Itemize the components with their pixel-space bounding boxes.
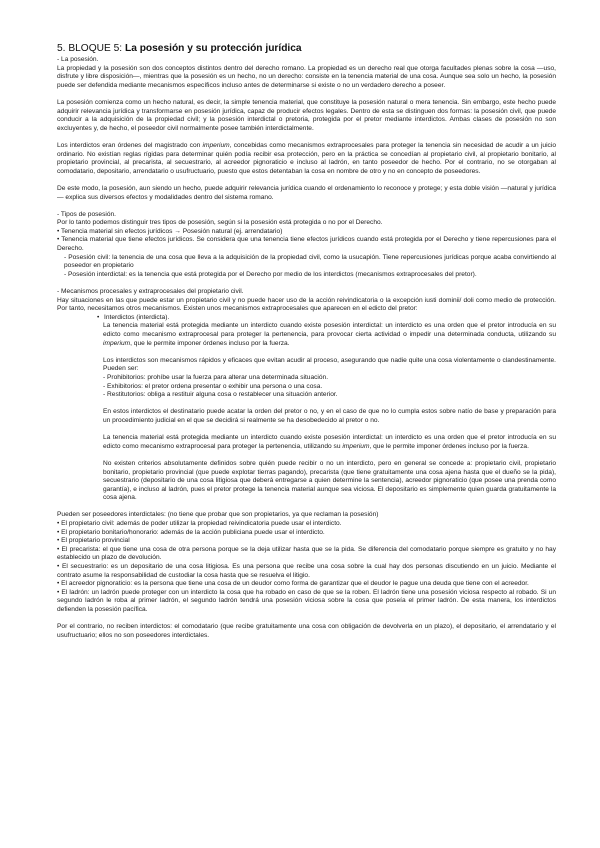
paragraph: Por el contrario, no reciben interdictos: el comodatario (que recibe gratuitamente una cosa con obligación de devolverla en un plazo), el depositario, el arrendatario y el usufructuario; ellos no son poseedores interdictales. (57, 623, 556, 639)
list-item: • El acreedor pignoraticio: es la persona que tiene una cosa de un deudor como forma de garantizar que el deudor le pague una deuda que tiene con el acreedor. (57, 580, 529, 588)
sub-list-item: - Posesión civil: la tenencia de una cosa que lleva a la adquisición de la propiedad civil, como la usucapión. Tiene repercusiones jurídicas porque acaba convirtiendo al poseedor en propietario (64, 253, 556, 270)
title-prefix: 5. BLOQUE 5: (57, 43, 123, 54)
sub-list-item: - Posesión interdictal: es la tenencia que está protegida por el Derecho por medio de los interdictos (mecanismos extraprocesales del pretor). (64, 270, 477, 278)
bullet-text: Interdictos (interdicta). (104, 313, 170, 321)
bullet-icon: • (97, 313, 100, 321)
paragraph: Por lo tanto podemos distinguir tres tipos de posesión, según si la posesión está protegida o no por el Derecho. (57, 219, 383, 227)
list-item: • El precarista: el que tiene una cosa de otra persona porque se la deja utilizar hasta que se la pida. Se diferencia del comodatario porque siempre es gratuito y no hay establecido un plazo de devolución. (57, 545, 556, 562)
paragraph (57, 322, 556, 348)
text-run: , que le permite imponer órdenes incluso por la fuerza. (130, 339, 290, 347)
section-heading-mecanismos: - Mecanismos procesales y extraprocesales del propietario civil. (57, 288, 244, 296)
list-item: • El propietario provincial (57, 537, 130, 545)
text-run: Los interdictos eran órdenes del magistrado con (57, 141, 203, 149)
title-main: La posesión y su protección jurídica (124, 43, 302, 54)
paragraph: Hay situaciones en las que puede estar un propietario civil y no puede hacer uso de la acción reivindicatoria o la excepción iusti dominii/ doli como medio de protección. Por tanto, necesitamos otros mecanismos. Existen unos mecanismos extraprocesales que aparecen en el edicto del pretor: (57, 296, 556, 313)
list-item: • Tenencia material que tiene efectos jurídicos. Se considera que una tenencia tiene efectos jurídicos cuando está protegida por el Derecho y tiene repercusiones para el Derecho. (57, 236, 556, 253)
list-item: - Restitutorios: obliga a restituir alguna cosa o restablecer una situación anterior. (103, 391, 338, 399)
page-title (57, 42, 556, 55)
paragraph: Los interdictos son mecanismos rápidos y eficaces que evitan acudir al proceso, asegurando que nadie quite una cosa violentamente o clandestinamente. Pueden ser: (103, 356, 556, 373)
list-item: • Tenencia material sin efectos jurídicos → Posesión natural (ej. arrendatario) (57, 227, 283, 235)
text-run: La tenencia material está protegida mediante un interdicto cuando existe posesión interdictal: un interdicto es una orden que el pretor introducía en su edicto como mecanismo extraprocesal para proteger la pertenencia, utilizando su (103, 434, 556, 450)
text-run: La tenencia material está protegida mediante un interdicto cuando existe posesión interdictal: un interdicto es una orden que el pretor introducía en su edicto como mecanismo extraprocesal para proteger la pertenencia, para provocar cierta actividad o impedir una determinada conducta, utilizando su (103, 322, 556, 338)
emphasis-text: imperium (342, 442, 370, 450)
list-item: - Prohibitorios: prohíbe usar la fuerza para alterar una determinada situación. (103, 373, 329, 381)
emphasis-text: imperium (103, 339, 131, 347)
list-item: • El ladrón: un ladrón puede proteger con un interdicto la cosa que ha robado en caso de que se la roben. El ladrón tiene una posesión viciosa respecto al robado. Si un segundo ladrón le roba al primer ladrón, el segundo ladrón tendrá una posesión viciosa sobre la cosa que poseía el primer ladrón. De esta manera, los interdictos defienden la posesión pacífica. (57, 588, 556, 613)
text-run: , que le permite imponer órdenes incluso por la fuerza. (369, 442, 529, 450)
paragraph: La posesión comienza como un hecho natural, es decir, la simple tenencia material, que constituye la posesión natural o mera tenencia. Sin embargo, este hecho puede adquirir relevancia jurídica y transformarse en posesión jurídica, capaz de producir efectos legales. Dentro de esta se distinguen dos formas: la posesión civil, que puede conducir a la adquisición de la propiedad civil; y la posesión interdictal o pretoria, protegida por el pretor mediante interdictos. Ambas clases de posesión no son excluyentes y, de hecho, el poseedor civil normalmente posee también interdictalmente. (57, 98, 556, 132)
emphasis-text: imperium (202, 141, 230, 149)
paragraph: En estos interdictos el destinatario puede acatar la orden del pretor o no, y en el caso de que no lo cumpla estos sobre natío de base y preparación para un procedimiento judicial en el que se decidirá si realmente se ha desobedecido al pretor o no. (103, 408, 556, 424)
section-heading-posesion: - La posesión. (57, 56, 99, 63)
paragraph: La propiedad y la posesión son dos conceptos distintos dentro del derecho romano. La propiedad es un derecho real que otorga facultades plenas sobre la cosa —uso, disfrute y libre disposición—, mientras que la posesión es un hecho, no un derecho: consiste en la tenencia material de una cosa. Aunque sea solo un hecho, la posesión puede ser defendida mediante mecanismos específicos incluso antes de determinarse si existe o no un verdadero derecho a poseer. (57, 64, 556, 89)
paragraph: No existen criterios absolutamente definidos sobre quién puede recibir o no un interdicto, pero en general se concede a: propietario civil, propietario bonitario, propietario provincial (que puede explotar tierras pagando), precarista (que tiene gratuitamente una cosa ajena hasta que el dueño se la pida), secuestrario (depositario de una cosa litigiosa que deberá entregarse a quien determine la sentencia), acreedor pignoraticio (que posee una prenda como garantía), e incluso al ladrón, pues el pretor protege la tenencia material aunque sea viciosa. El depositario es simplemente quien guarda gratuitamente la cosa ajena. (103, 459, 556, 502)
paragraph: Pueden ser poseedores interdictales: (no tiene que probar que son propietarios, ya que reclaman la posesión) (57, 511, 379, 519)
section-heading-tipos: - Tipos de posesión. (57, 210, 117, 218)
text-run: , concebidas como mecanismos extraprocesales para proteger la tenencia sin necesidad de acudir a un juicio ordinario. No existían reglas rígidas para determinar quién podía recibir esa protección, pero en la práctica se concedían al propietario civil, al propietario bonitario, al propietario provincial, al precarista, al secuestrario, al acreedor pignoraticio e incluso al ladrón, en tanto poseedor de hecho. Por el contrario, no se otorgaban al comodatario, depositario, arrendatario o usufructuario, puesto que estos detentaban la cosa en nombre de otro y no en concepto de poseedores. (57, 141, 556, 175)
paragraph: De este modo, la posesión, aun siendo un hecho, puede adquirir relevancia jurídica cuando el ordenamiento lo reconoce y protege; y esta doble visión —natural y jurídica— explica sus diversos efectos y modalidades dentro del sistema romano. (57, 184, 556, 201)
paragraph (57, 434, 556, 451)
list-item: • El propietario bonitario/honorario: además de la acción publiciana puede usar el interdicto. (57, 528, 325, 536)
list-item: • El propietario civil: además de poder utilizar la propiedad reivindicatoria puede usar el interdicto. (57, 520, 342, 528)
bullet-item (57, 314, 556, 323)
paragraph (57, 142, 556, 176)
list-item: - Exhibitorios: el pretor ordena presentar o exhibir una persona o una cosa. (103, 382, 323, 390)
list-item: • El secuestrario: es un depositario de una cosa litigiosa. Es una persona que recibe una cosa sobre la cual hay dos personas discutiendo en un juicio. Mediante el contrato asume la responsabilidad de custodiar la cosa hasta que se resuelva el litigio. (57, 563, 556, 579)
